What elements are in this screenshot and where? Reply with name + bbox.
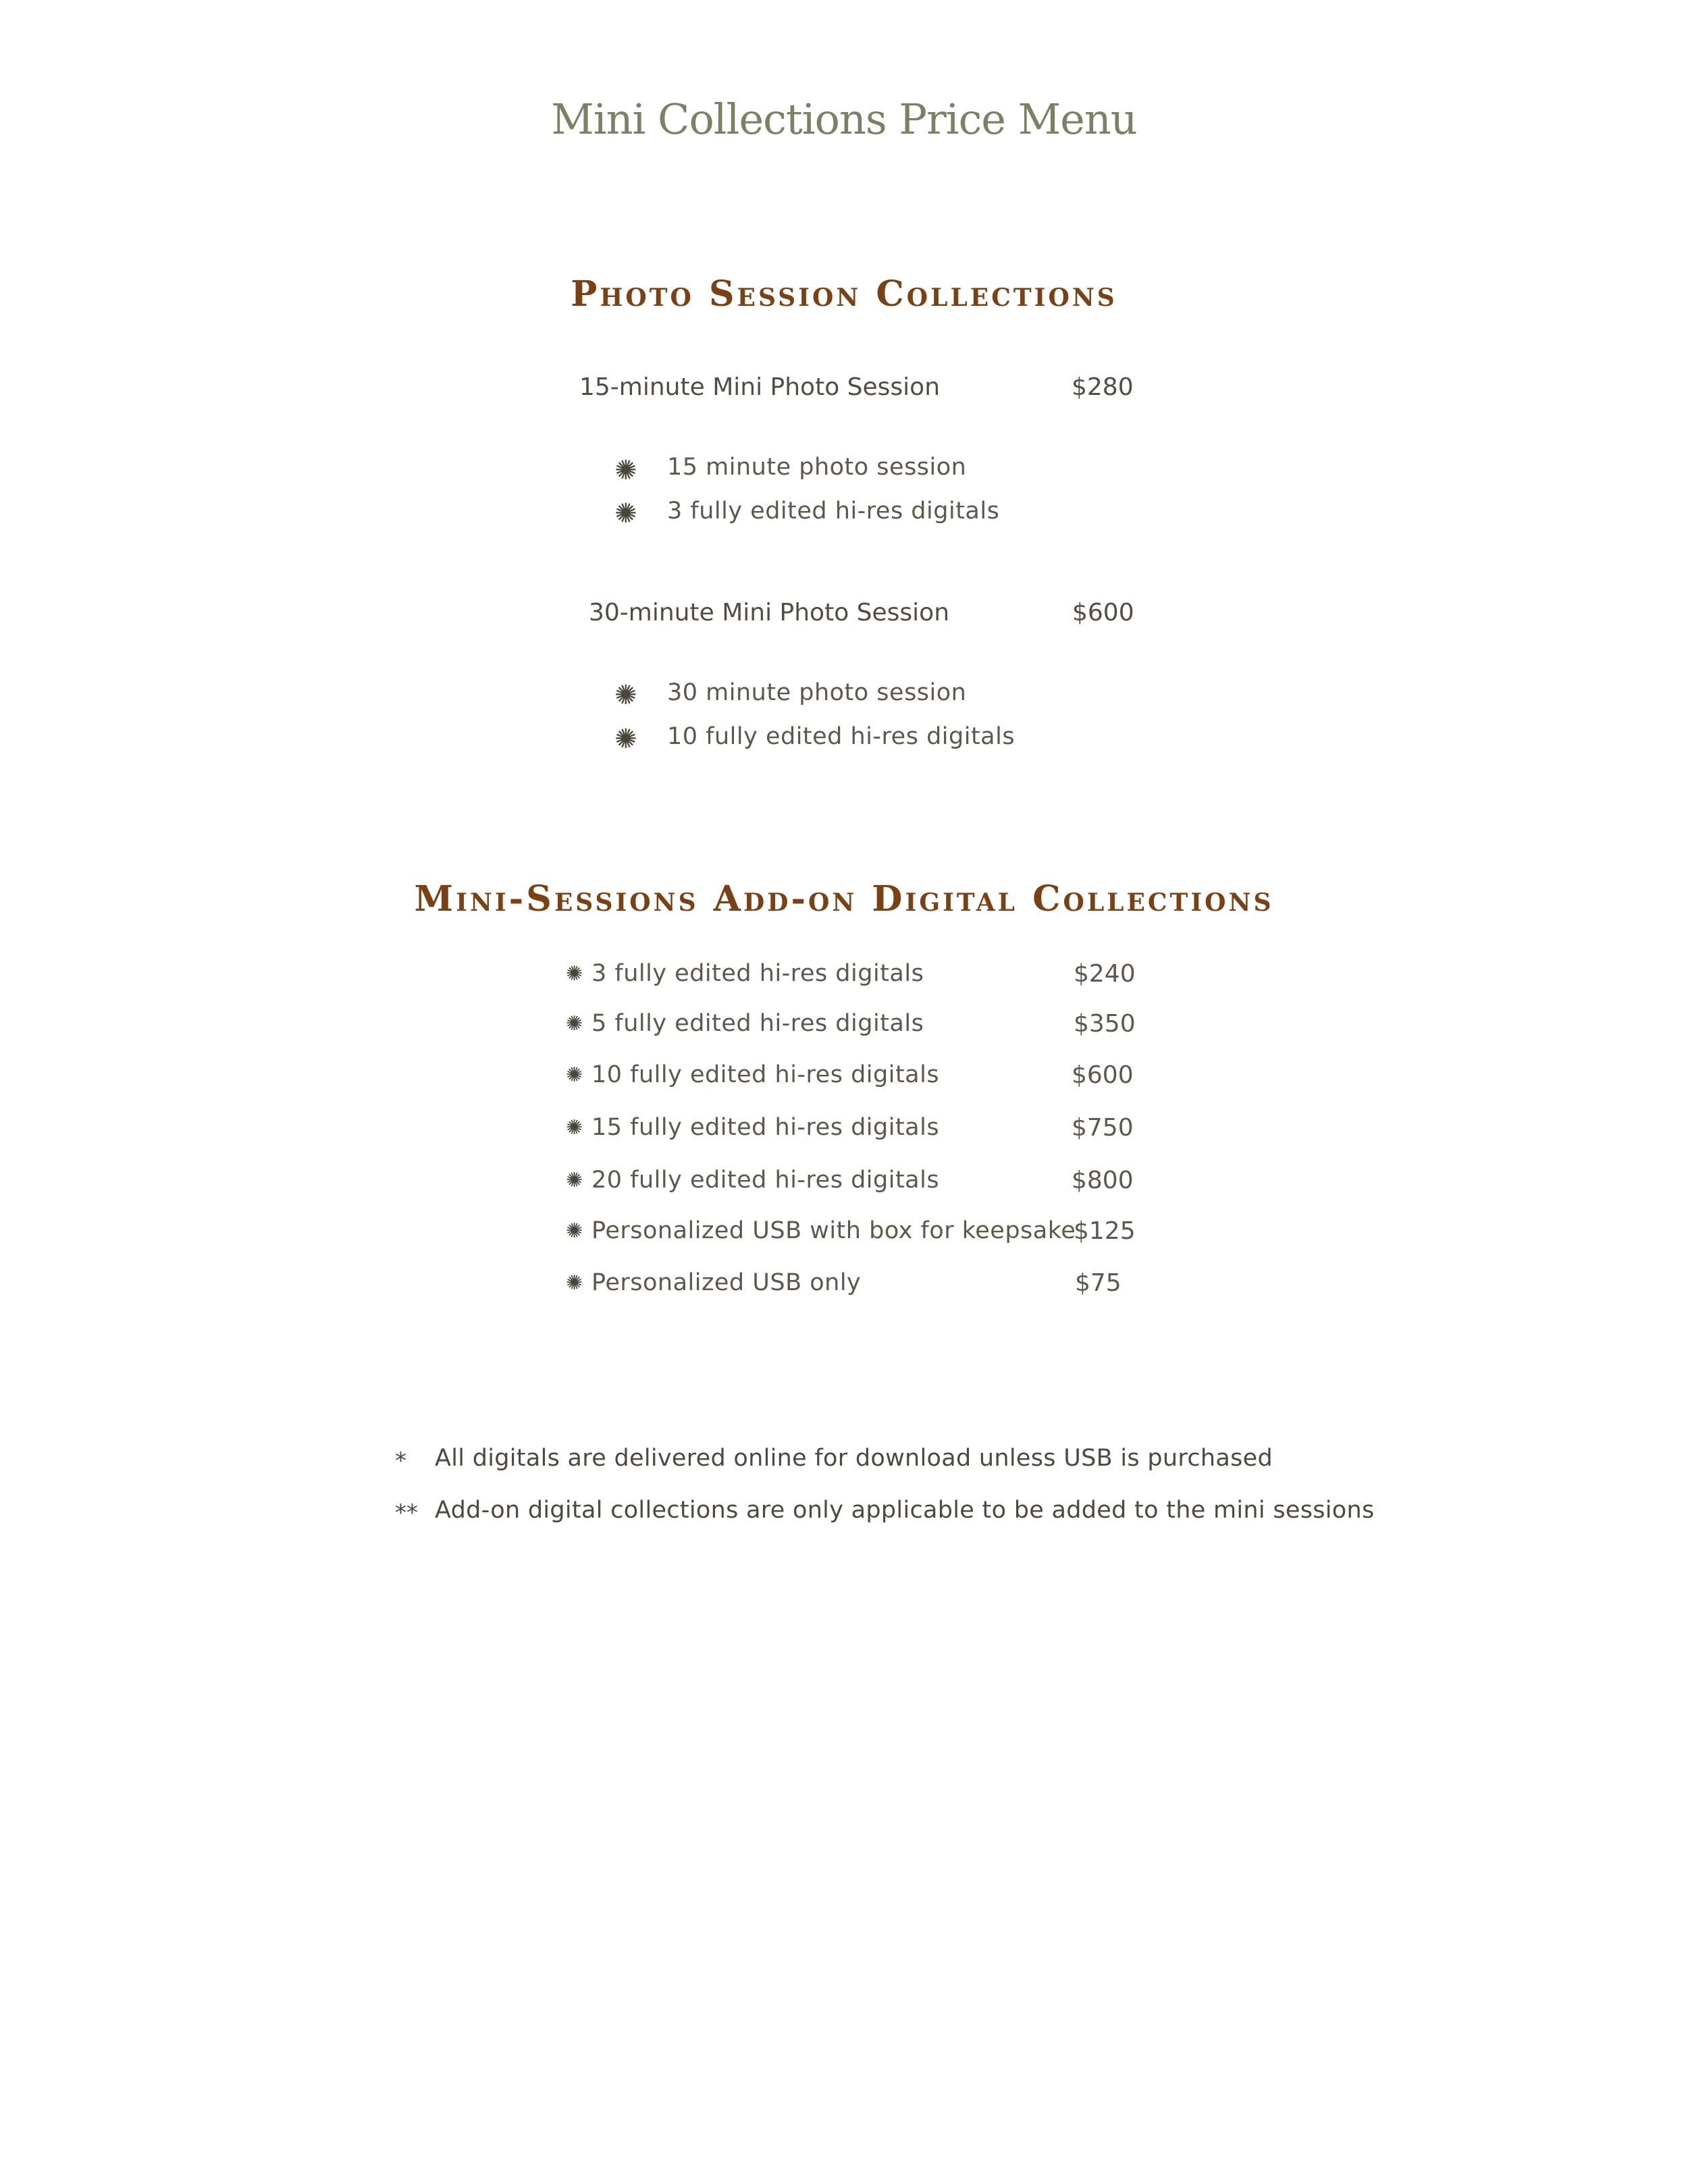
package-title: 15-minute Mini Photo Session	[579, 373, 941, 401]
package-feature: 3 fully edited hi-res digitals	[667, 498, 1000, 525]
page-title: Mini Collections Price Menu	[551, 95, 1137, 144]
asterisk-star-icon: ✺	[614, 680, 637, 711]
package-feature: 15 minute photo session	[667, 454, 967, 481]
addon-item-price: $800	[1072, 1167, 1134, 1194]
addons-heading: Mini-Sessions Add-on Digital Collections	[414, 878, 1274, 920]
addon-item-price: $240	[1074, 960, 1136, 988]
addon-item-label: 5 fully edited hi-res digitals	[591, 1010, 924, 1037]
asterisk-star-icon: ✺	[614, 724, 637, 755]
package-title: 30-minute Mini Photo Session	[589, 599, 950, 627]
package-price: $280	[1072, 373, 1134, 401]
asterisk-star-icon: ✺	[566, 1063, 583, 1087]
footnote-marker: **	[395, 1499, 418, 1526]
asterisk-star-icon: ✺	[614, 498, 637, 529]
addon-item-price: $75	[1075, 1269, 1122, 1297]
addon-item-price: $125	[1074, 1217, 1136, 1245]
addon-item-price: $750	[1072, 1114, 1134, 1142]
asterisk-star-icon: ✺	[566, 1219, 583, 1243]
footnote-text: All digitals are delivered online for download unless USB is purchased	[435, 1445, 1273, 1472]
asterisk-star-icon: ✺	[566, 1169, 583, 1192]
package-feature: 30 minute photo session	[667, 679, 967, 706]
addon-item-label: Personalized USB with box for keepsake	[591, 1217, 1076, 1244]
footnote-text: Add-on digital collections are only applicable to be added to the mini sessions	[435, 1497, 1375, 1524]
addon-item-label: Personalized USB only	[591, 1269, 862, 1296]
asterisk-star-icon: ✺	[566, 962, 583, 986]
footnote-marker: *	[395, 1447, 406, 1474]
package-price: $600	[1072, 599, 1134, 627]
addon-item-price: $350	[1074, 1010, 1136, 1038]
addon-item-label: 10 fully edited hi-res digitals	[591, 1061, 940, 1088]
addon-item-price: $600	[1072, 1061, 1134, 1089]
asterisk-star-icon: ✺	[614, 455, 637, 486]
photo-sessions-heading: Photo Session Collections	[571, 273, 1117, 315]
asterisk-star-icon: ✺	[566, 1116, 583, 1140]
package-feature: 10 fully edited hi-res digitals	[667, 723, 1016, 750]
addon-item-label: 20 fully edited hi-res digitals	[591, 1167, 940, 1194]
addon-item-label: 3 fully edited hi-res digitals	[591, 960, 924, 987]
asterisk-star-icon: ✺	[566, 1012, 583, 1036]
addon-item-label: 15 fully edited hi-res digitals	[591, 1114, 940, 1141]
asterisk-star-icon: ✺	[566, 1271, 583, 1295]
